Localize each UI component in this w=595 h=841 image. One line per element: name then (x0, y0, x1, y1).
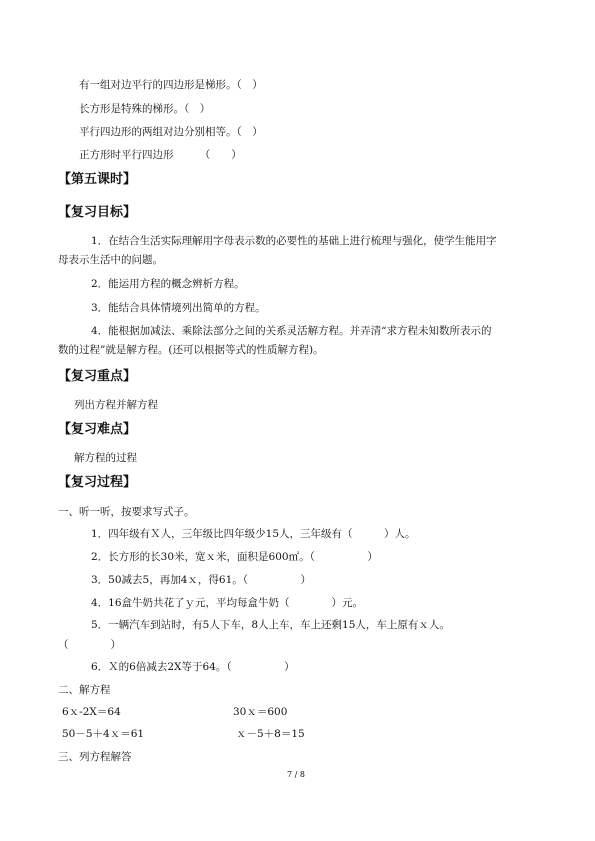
statement-2: 长方形是特殊的梯形。（ ） (79, 103, 211, 115)
part1-item-4: 4．16盒牛奶共花了ｙ元，平均每盒牛奶（ ）元。 (91, 597, 364, 609)
goal-line-6: 数的过程”就是解方程。(还可以根据等式的性质解方程)。 (58, 344, 324, 356)
goal-line-3: 2．能运用方程的概念辨析方程。 (91, 278, 245, 290)
goal-line-2: 母表示生活中的问题。 (58, 254, 163, 266)
part1-title: 一、听一听，按要求写式子。 (58, 506, 195, 518)
difficulties-heading: 【复习难点】 (58, 422, 137, 437)
equation-1b: 30ｘ＝600 (233, 706, 288, 718)
goal-line-4: 3．能结合具体情境列出简单的方程。 (91, 302, 266, 314)
statement-4: 正方形时平行四边形 （ ） (79, 149, 242, 161)
equation-1a: 6ｘ-2X＝64 (62, 706, 121, 718)
part1-item-6: 6．Ｘ的6倍减去2X等于64。（ ） (91, 661, 295, 673)
goals-heading: 【复习目标】 (58, 205, 137, 220)
equation-2a: 50－5＋4ｘ＝61 (62, 728, 145, 740)
lesson-heading: 【第五课时】 (58, 172, 137, 187)
part2-title: 二、解方程 (58, 684, 111, 696)
part1-item-5: 5．一辆汽车到站时，有5人下车，8人上车，车上还剩15人，车上原有ｘ人。 (91, 619, 450, 631)
page-number: 7 / 8 (287, 770, 305, 779)
difficulties-text: 解方程的过程 (74, 452, 137, 464)
part3-title: 三、列方程解答 (58, 751, 132, 763)
part1-item-2: 2．长方形的长30米，宽ｘ米，面积是600㎡。（ ） (91, 551, 378, 563)
part1-item-5-blank: （ ） (58, 639, 121, 651)
part1-item-1: 1．四年级有Ｘ人，三年级比四年级少15人，三年级有（ ）人。 (91, 528, 416, 540)
goal-line-5: 4．能根据加减法、乘除法部分之间的关系灵活解方程。并弄清“求方程未知数所表示的 (91, 325, 492, 337)
statement-3: 平行四边形的两组对边分别相等。（ ） (79, 126, 263, 138)
key-points-text: 列出方程并解方程 (74, 399, 158, 411)
goal-line-1: 1．在结合生活实际理解用字母表示数的必要性的基础上进行梳理与强化，使学生能用字 (91, 235, 497, 247)
part1-item-3: 3．50减去5，再加4ｘ，得61。（ ） (91, 574, 312, 586)
equation-2b: ｘ－5＋8＝15 (236, 728, 305, 740)
key-points-heading: 【复习重点】 (58, 369, 137, 384)
process-heading: 【复习过程】 (58, 475, 137, 490)
statement-1: 有一组对边平行的四边形是梯形。（ ） (79, 79, 263, 91)
